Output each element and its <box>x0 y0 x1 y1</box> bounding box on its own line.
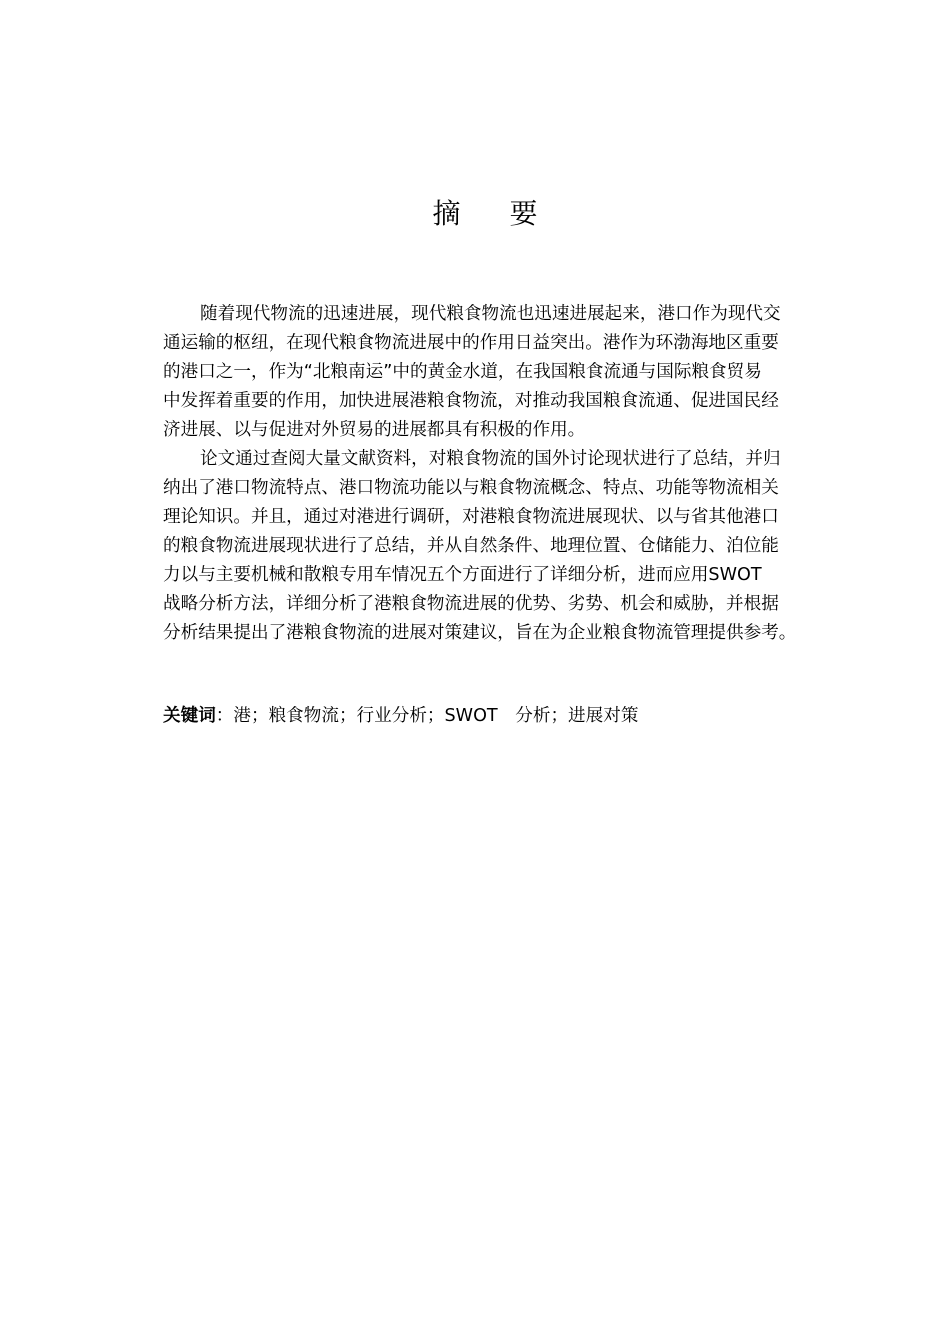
abstract-line: 济进展、以与促进对外贸易的进展都具有积极的作用。 <box>163 420 586 440</box>
abstract-body <box>163 300 843 648</box>
abstract-line: 的粮食物流进展现状进行了总结，并从自然条件、地理位置、仓储能力、泊位能 <box>163 536 779 556</box>
abstract-line: 力以与主要机械和散粮专用车情况五个方面进行了详细分析，进而应用SWOT <box>163 565 762 585</box>
abstract-line: 通运输的枢纽，在现代粮食物流进展中的作用日益突出。港作为环渤海地区重要 <box>163 333 779 353</box>
keywords-label: 关键词 <box>163 706 216 726</box>
abstract-line: 随着现代物流的迅速进展，现代粮食物流也迅速进展起来，港口作为现代交 <box>200 304 781 324</box>
abstract-title: 摘 要 <box>432 197 558 230</box>
abstract-line: 分析结果提出了港粮食物流的进展对策建议，旨在为企业粮食物流管理提供参考。 <box>163 623 797 643</box>
abstract-line: 纳出了港口物流特点、港口物流功能以与粮食物流概念、特点、功能等物流相关 <box>163 478 779 498</box>
abstract-line: 的港口之一，作为“北粮南运”中的黄金水道，在我国粮食流通与国际粮食贸易 <box>163 362 762 382</box>
abstract-line: 中发挥着重要的作用，加快进展港粮食物流，对推动我国粮食流通、促进国民经 <box>163 391 779 411</box>
abstract-line: 论文通过查阅大量文献资料，对粮食物流的国外讨论现状进行了总结，并归 <box>200 449 781 469</box>
abstract-line: 理论知识。并且，通过对港进行调研，对港粮食物流进展现状、以与省其他港口 <box>163 507 779 527</box>
keywords-text: ：港；粮食物流；行业分析；SWOT 分析；进展对策 <box>215 706 639 726</box>
abstract-line: 战略分析方法，详细分析了港粮食物流进展的优势、劣势、机会和威胁，并根据 <box>163 594 779 614</box>
keywords-line <box>163 702 863 731</box>
